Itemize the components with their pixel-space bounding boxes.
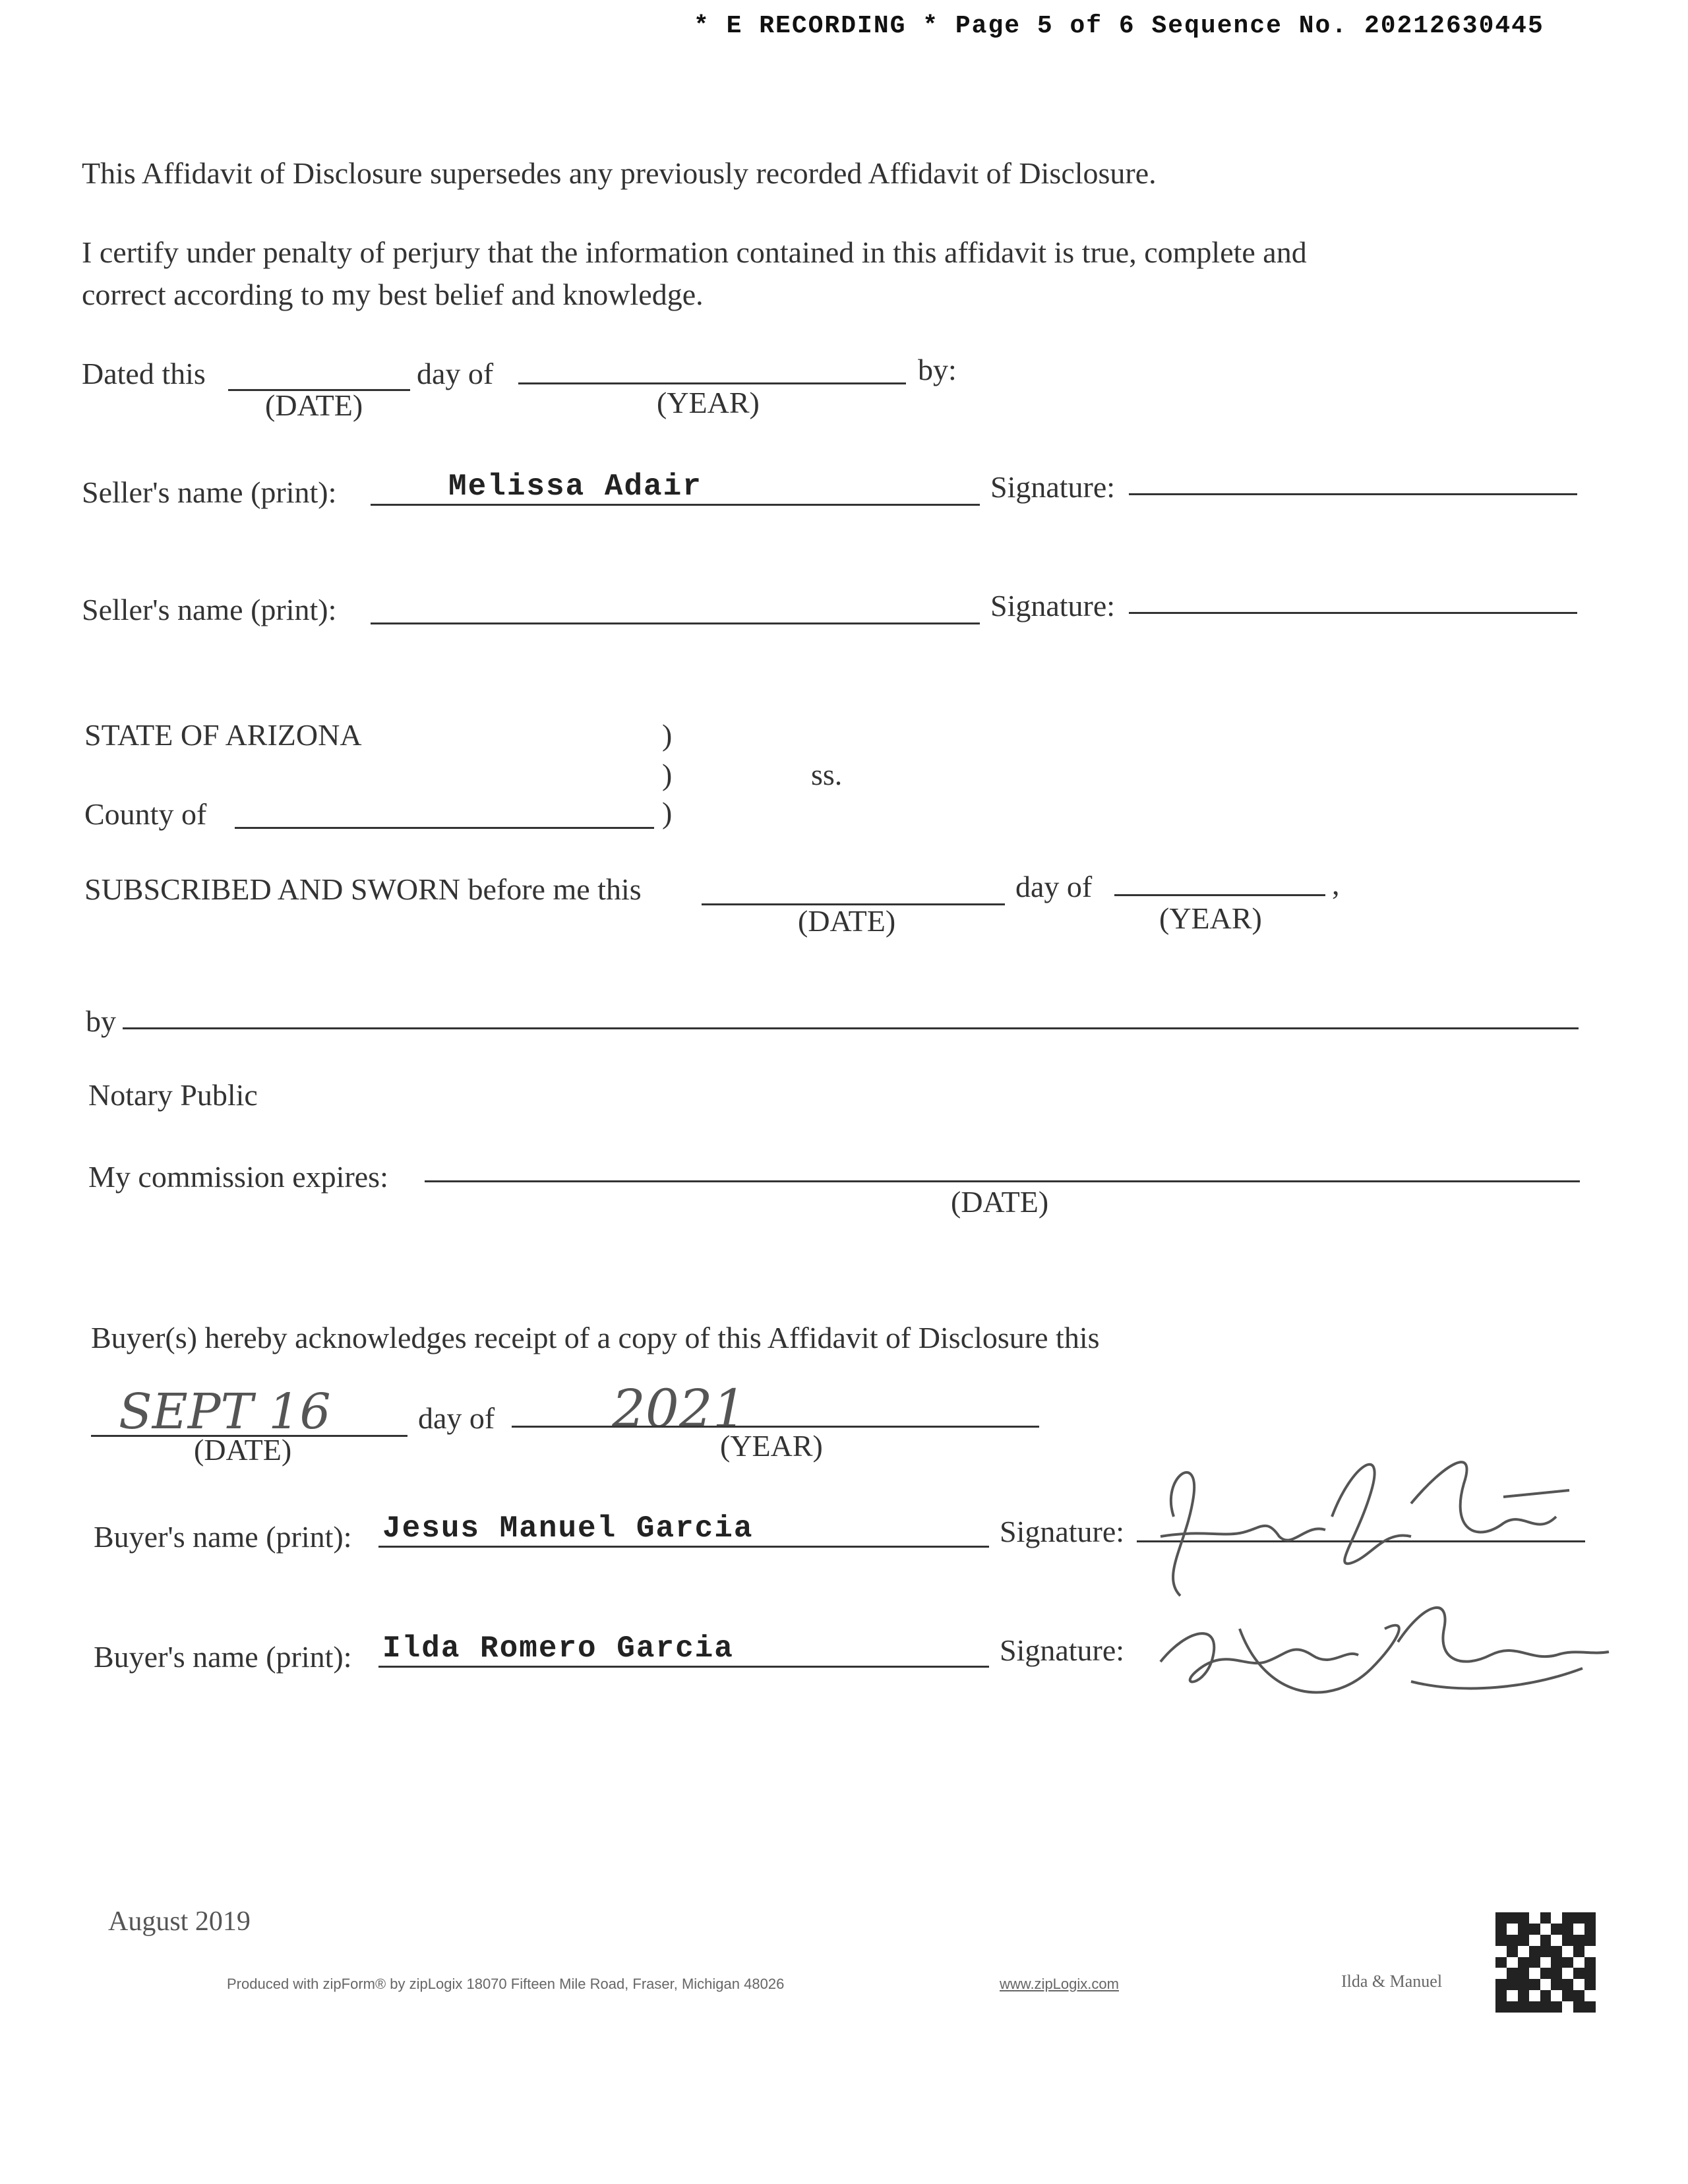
sworn-year-caption: (YEAR) [1159, 901, 1262, 935]
sworn-prefix: SUBSCRIBED AND SWORN before me this [84, 872, 642, 906]
dated-date-caption: (DATE) [265, 388, 363, 422]
seller2-signature-label: Signature: [990, 589, 1116, 622]
seller1-signature-label: Signature: [990, 470, 1116, 504]
state-label: STATE OF ARIZONA [84, 718, 362, 752]
notary-label: Notary Public [88, 1078, 258, 1112]
sworn-year-line [1114, 894, 1325, 896]
state-paren-3: ) [662, 796, 673, 830]
seller2-signature-line [1129, 612, 1577, 614]
buyer1-name-line [378, 1546, 989, 1548]
dated-year-line [518, 382, 906, 384]
buyer2-signature-label: Signature: [1000, 1633, 1125, 1667]
commission-date-caption: (DATE) [951, 1185, 1049, 1219]
seller1-name-value: Melissa Adair [448, 470, 702, 504]
buyer-ack-text: Buyer(s) hereby acknowledges receipt of a copy of this Affidavit of Disclosure this [91, 1321, 1100, 1354]
state-ss: ss. [811, 758, 843, 791]
state-paren-1: ) [662, 718, 673, 752]
buyer2-signature-image [1134, 1589, 1629, 1721]
dated-year-caption: (YEAR) [657, 386, 760, 419]
buyer1-label: Buyer's name (print): [94, 1520, 352, 1554]
buyer-year-caption: (YEAR) [720, 1429, 823, 1463]
recording-header: * E RECORDING * Page 5 of 6 Sequence No. 20212630445 [694, 12, 1544, 40]
sworn-comma: , [1332, 867, 1340, 901]
buyer2-name-line [378, 1666, 989, 1668]
buyer-year-value: 2021 [612, 1378, 746, 1440]
buyer1-signature-image [1134, 1438, 1596, 1609]
dated-suffix: by: [918, 353, 957, 386]
commission-line [425, 1180, 1580, 1182]
footer-url: www.zipLogix.com [1000, 1976, 1119, 1992]
seller1-name-line [371, 504, 980, 506]
sworn-mid: day of [1015, 870, 1093, 903]
footer-names: Ilda & Manuel [1341, 1972, 1443, 1991]
by-line [123, 1027, 1579, 1029]
sworn-date-caption: (DATE) [798, 904, 896, 938]
certify-text-line1: I certify under penalty of perjury that the information contained in this affidavit is true, complete and [82, 235, 1307, 269]
seller1-label: Seller's name (print): [82, 475, 337, 509]
buyer2-label: Buyer's name (print): [94, 1640, 352, 1674]
seller1-signature-line [1129, 493, 1577, 495]
county-line [235, 827, 654, 829]
buyer1-signature-label: Signature: [1000, 1515, 1125, 1548]
county-label: County of [84, 797, 207, 831]
seller2-label: Seller's name (print): [82, 593, 337, 626]
dated-prefix: Dated this [82, 357, 206, 390]
buyer-date-value: SEPT 16 [119, 1383, 331, 1440]
certify-text-line2: correct according to my best belief and knowledge. [82, 278, 704, 311]
commission-label: My commission expires: [88, 1160, 388, 1194]
buyer1-name-value: Jesus Manuel Garcia [382, 1511, 754, 1546]
buyer-date-caption: (DATE) [194, 1433, 292, 1467]
buyer2-name-value: Ilda Romero Garcia [382, 1631, 734, 1666]
by-label: by [86, 1004, 116, 1038]
supersedes-text: This Affidavit of Disclosure supersedes any previously recorded Affidavit of Disclosure. [82, 156, 1157, 190]
footer-date: August 2019 [108, 1906, 251, 1937]
qr-code-icon [1495, 1912, 1596, 2013]
dated-mid: day of [417, 357, 494, 390]
buyer-year-line [512, 1426, 1039, 1428]
state-paren-2: ) [662, 758, 673, 791]
seller2-name-line [371, 622, 980, 624]
buyer-date-mid: day of [418, 1401, 495, 1435]
footer-produced: Produced with zipForm® by zipLogix 18070 Fifteen Mile Road, Fraser, Michigan 48026 [227, 1976, 785, 1992]
